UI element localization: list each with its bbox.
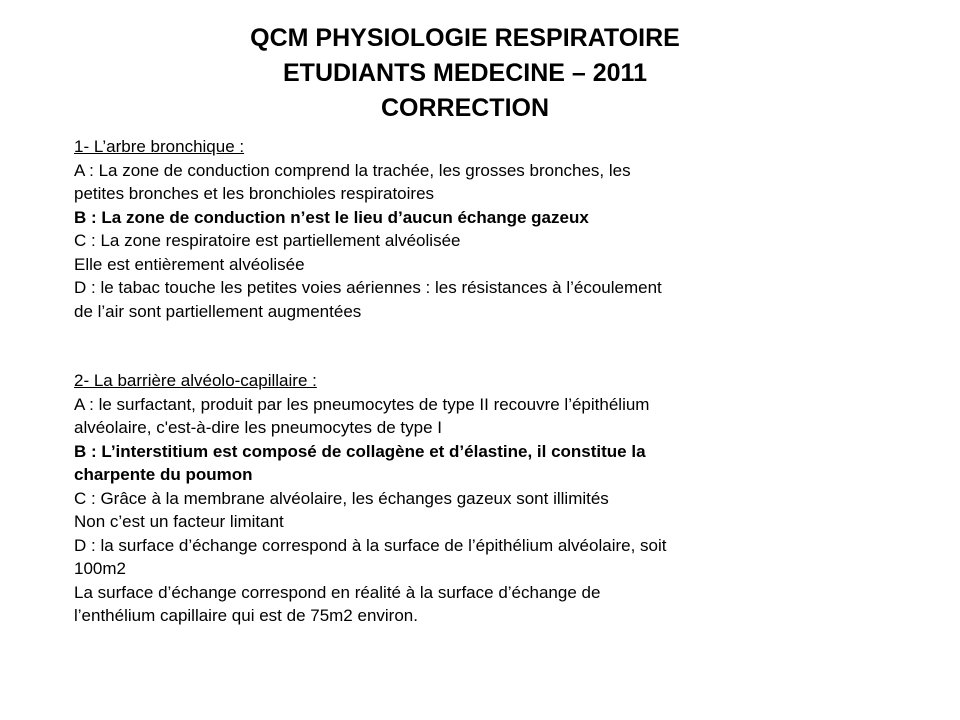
question-2-answer-d-correction-line-2: l’enthélium capillaire qui est de 75m2 environ. <box>74 606 418 625</box>
title-line-1: QCM PHYSIOLOGIE RESPIRATOIRE <box>250 24 680 52</box>
question-2-answer-c-correction: Non c’est un facteur limitant <box>74 512 284 531</box>
slide-body <box>74 135 834 628</box>
question-2-answer-a-line-2: alvéolaire, c'est-à-dire les pneumocytes de type I <box>74 418 442 437</box>
question-1-answer-c: C : La zone respiratoire est partiellement alvéolisée <box>74 231 461 250</box>
title-line-3: CORRECTION <box>380 94 550 122</box>
question-2 <box>74 369 834 628</box>
question-1 <box>74 135 834 323</box>
question-1-answer-c-correction: Elle est entièrement alvéolisée <box>74 254 305 274</box>
slide-title <box>0 21 930 126</box>
question-2-answer-b-correct-line-1: B : L’interstitium est composé de collagène et d’élastine, il constitue la <box>74 441 646 461</box>
question-1-answer-d-line-1: D : le tabac touche les petites voies aériennes : les résistances à l’écoulement <box>74 278 662 297</box>
spacer <box>74 323 834 369</box>
question-1-heading: 1- L’arbre bronchique : <box>74 137 245 156</box>
question-2-answer-d-line-1: D : la surface d’échange correspond à la surface de l’épithélium alvéolaire, soit <box>74 535 667 555</box>
question-2-answer-c: C : Grâce à la membrane alvéolaire, les échanges gazeux sont illimités <box>74 488 609 508</box>
question-2-answer-d-correction-line-1: La surface d’échange correspond en réalité à la surface d’échange de <box>74 582 601 602</box>
question-1-answer-b-correct: B : La zone de conduction n’est le lieu d’aucun échange gazeux <box>74 207 589 227</box>
question-1-answer-a-line-1: A : La zone de conduction comprend la trachée, les grosses bronches, les <box>74 160 631 180</box>
question-2-answer-a-line-1: A : le surfactant, produit par les pneumocytes de type II recouvre l’épithélium <box>74 394 650 414</box>
question-2-answer-b-correct-line-2: charpente du poumon <box>74 465 253 484</box>
title-line-2: ETUDIANTS MEDECINE – 2011 <box>283 59 647 87</box>
question-2-answer-d-line-2: 100m2 <box>74 559 126 578</box>
question-2-heading: 2- La barrière alvéolo-capillaire : <box>74 371 317 390</box>
question-1-answer-d-line-2: de l’air sont partiellement augmentées <box>74 301 362 321</box>
question-1-answer-a-line-2: petites bronches et les bronchioles respiratoires <box>74 184 435 203</box>
